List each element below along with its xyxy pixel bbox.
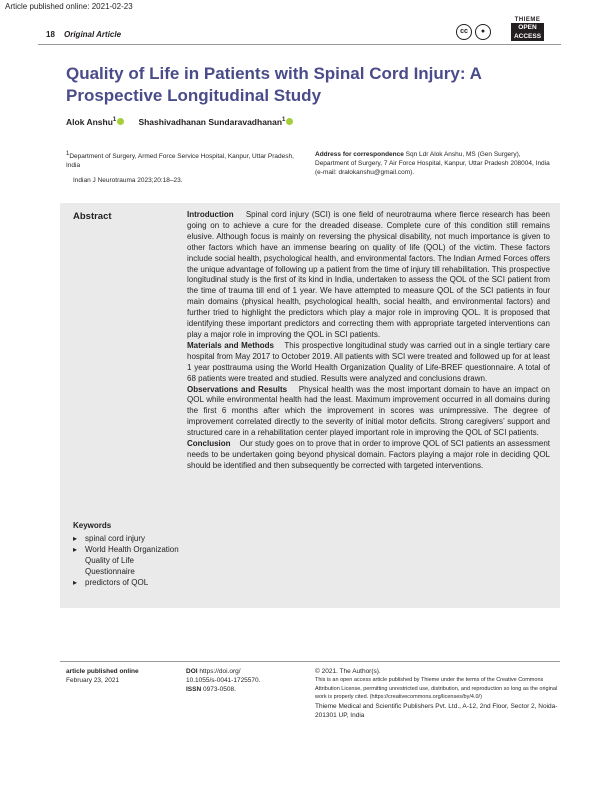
footer-published	[66, 667, 139, 685]
header-divider	[38, 44, 561, 45]
section-label: Original Article	[64, 30, 122, 39]
author-affiliation-sup: 1	[282, 117, 286, 124]
footer-divider	[60, 661, 560, 662]
doi-link[interactable]: https://doi.org/	[199, 668, 241, 675]
correspondence	[315, 150, 555, 177]
affiliation	[66, 150, 306, 170]
methods-text: This prospective longitudinal study was carried out in a single tertiary care hospital from May 2017 to October 2019. All patients with SCI were treated and followed up for at least 1 year posttrauma using the World Health Organization Quality of Life-BREF questionnaire. A total of 68 patients were treated and studied. Results were analyzed and conclusions drawn.	[187, 340, 551, 383]
keyword-item: ▸ predictors of QOL	[73, 578, 185, 589]
correspondence-text: Sqn Ldr Alok Anshu, MS (Gen Surgery), Department of Surgery, 7 Air Force Hospital, Kanpur, Uttar Pradesh 208004, India (e-mail: dralokanshu@gmail.com).	[315, 151, 550, 176]
abstract-body	[187, 210, 550, 472]
article-title: Quality of Life in Patients with Spinal Cord Injury: A Prospective Longitudinal Study	[66, 64, 482, 105]
abstract-methods	[187, 341, 550, 385]
published-date: February 23, 2021	[66, 677, 120, 684]
abstract-results	[187, 385, 550, 440]
intro-text: Spinal cord injury (SCI) is one field of neurotrauma where fierce research has been going on to achieve a cure for the dreaded disease. Complete cure of this condition still remains elusive. Although focus is mainly on reversing the physical disability, not much importance is given to other factors which have an immense bearing on quality of life (QOL) of the victim. These factors include social health, psychological health, and environmental factors. The Indian Armed Forces offers the unique advantage of following up a patient from the time of injury till rehabilitation. This prospective longitudinal study is the first of its kind in India, undertaken to assess the QOL of the SCI patient from the time of trauma till end of 1 year. We have attempted to measure QOL of the SCI patients in four main domains (physical health, psychological health, social health, and environmental factors) and further tried to highlight the predictors which play a major role in improving QOL. It is proposed that identifying these important predictors and correcting them with appropriate targeted interventions can play a major role in improving the QOL in SCI patients.	[187, 210, 551, 339]
footer-license	[315, 667, 560, 720]
doi-value[interactable]: 10.1055/s-0041-1725570.	[186, 677, 261, 684]
correspondence-label: Address for correspondence	[315, 151, 404, 158]
author-list	[66, 117, 293, 127]
cc-icon: cc	[456, 24, 472, 40]
results-heading: Observations and Results	[187, 384, 288, 394]
orcid-icon[interactable]	[286, 118, 293, 125]
conclusion-heading: Conclusion	[187, 439, 231, 449]
methods-heading: Materials and Methods	[187, 340, 274, 350]
results-text: Physical health was the most important domain to have an impact on QOL while environmental health had the least. Maximum improvement occurred in all domains during the first 6 months after which the improvement in scores was unimpressive. The degree of improvement correlated directly to the severity of initial motor deficits. Strong caregivers’ support and structured care in a rehabilitation center played important role in improving the QOL of SCI patients.	[187, 384, 551, 438]
abstract-conclusion	[187, 439, 550, 472]
citation: Indian J Neurotrauma 2023;20:18–23.	[73, 177, 183, 184]
author-name: Shashivadhanan Sundaravadhanan	[138, 117, 283, 127]
doi-label: DOI	[186, 668, 198, 675]
issn-value: 0973-0508.	[202, 686, 236, 693]
published-online-note: Article published online: 2021-02-23	[5, 2, 133, 11]
footer-identifiers	[186, 667, 260, 694]
thieme-open-access-logo	[511, 17, 544, 41]
affiliation-sup: 1	[66, 151, 70, 157]
logo-text-open: OPEN	[511, 23, 544, 32]
logo-text-thieme: THIEME	[514, 17, 541, 23]
affiliation-text: Department of Surgery, Armed Force Service Hospital, Kanpur, Uttar Pradesh, India	[66, 153, 294, 170]
intro-heading: Introduction	[187, 210, 234, 219]
abstract-intro	[187, 210, 550, 341]
copyright: © 2021. The Author(s).	[315, 668, 381, 675]
published-label: article published online	[66, 668, 139, 675]
logo-text-access: ACCESS	[511, 32, 544, 41]
license-text: This is an open access article published by Thieme under the terms of the Creative Commons Attribution License, permitting unrestricted use, distribution, and reproduction so long as the original work is properly cited. (https://creativecommons.org/licenses/by/4.0/)	[315, 677, 558, 700]
conclusion-text: Our study goes on to prove that in order to improve QOL of SCI patients an assessment needs to be undertaken going beyond physical domain. Factors playing a major role in deciding QOL should be identified and then subsequently be corrected with targeted interventions.	[187, 439, 551, 470]
issn-label: ISSN	[186, 686, 202, 693]
author-name: Alok Anshu	[66, 117, 113, 127]
page-number: 18	[46, 30, 55, 39]
by-icon: ●	[475, 24, 491, 40]
keywords-title: Keywords	[73, 521, 112, 530]
keyword-item: ▸ spinal cord injury	[73, 534, 185, 545]
keywords-list	[73, 534, 185, 589]
author-affiliation-sup: 1	[112, 117, 117, 124]
abstract-title: Abstract	[73, 211, 112, 222]
publisher-address: Thieme Medical and Scientific Publishers Pvt. Ltd., A-12, 2nd Floor, Sector 2, Noida-201301 UP, India	[315, 702, 558, 719]
keyword-item: ▸ World Health Organization Quality of Life Questionnaire	[73, 545, 185, 578]
orcid-icon[interactable]	[117, 118, 124, 125]
